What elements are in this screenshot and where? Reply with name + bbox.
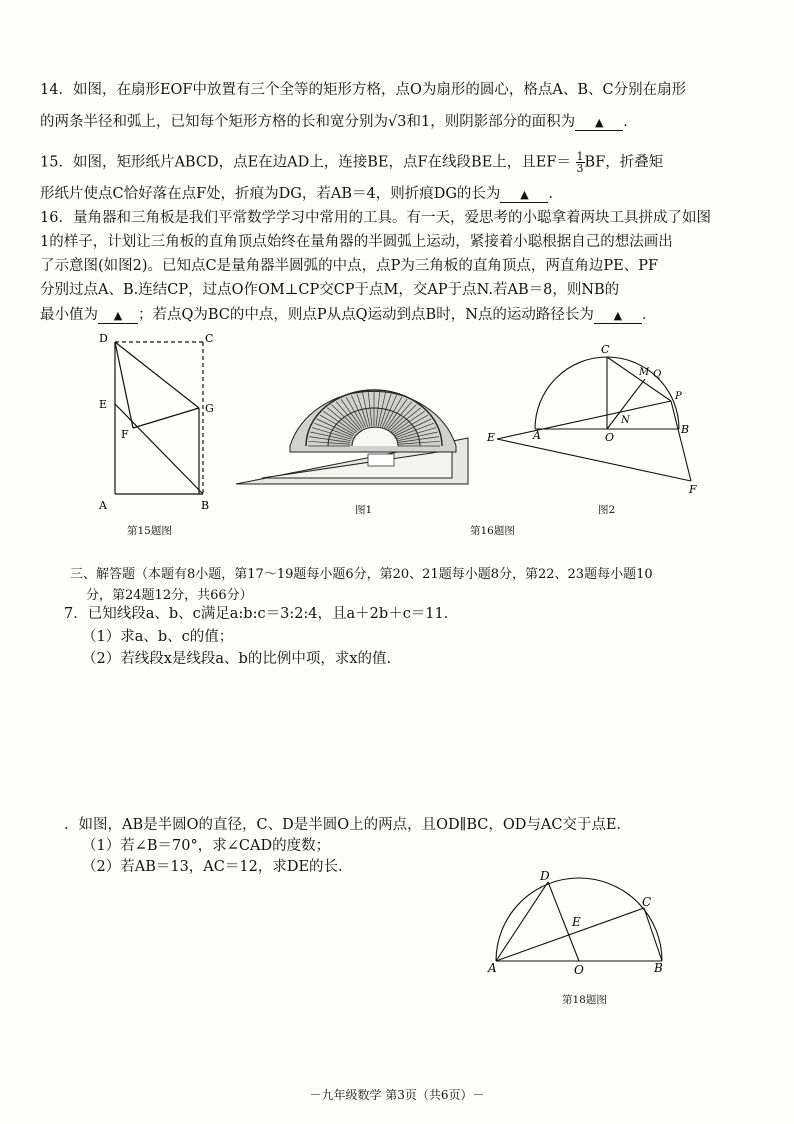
q15-line1a: 15．如图，矩形纸片ABCD，点E在边AD上，连接BE，点F在线段BE上，且EF＝ — [40, 154, 571, 171]
page-footer: －九年级数学 第3页（共6页）－ — [309, 1088, 485, 1102]
fig18-label-C: C — [642, 895, 652, 909]
answer-mark: ▲ — [594, 116, 604, 129]
q15-fraction — [576, 151, 585, 174]
fig15-label-D: D — [99, 332, 108, 345]
fig16-2-label-F: F — [689, 483, 697, 496]
fig16-2-label-N: N — [621, 415, 630, 426]
answer-mark: ▲ — [520, 188, 529, 201]
q16-line5a: 最小值为 — [40, 307, 98, 323]
fig18-label-O: O — [574, 963, 584, 976]
q14-line2-text: 的两条半径和弧上，已知每个矩形方格的长和宽分别为√3和1，则阴影部分的面积为 — [40, 114, 576, 130]
q16-line1: 16．量角器和三角板是我们平常数学学习中常用的工具。有一天，爱思考的小聪拿着两块工具拼成了如图 — [40, 210, 711, 226]
q16-line3: 了示意图(如图2)。已知点C是量角器半圆弧的中点，点P为三角板的直角顶点，两直角边PE、PF — [40, 258, 659, 274]
q18-stem: ．如图，AB是半圆O的直径，C、D是半圆O上的两点，且OD∥BC，OD与AC交于点E． — [64, 817, 632, 833]
figure-18 — [486, 866, 671, 976]
q14-end: ． — [623, 114, 638, 130]
q15-line2-text: 形纸片使点C恰好落在点F处，折痕为DG，若AB＝4，则折痕DG的长为 — [40, 186, 501, 202]
fig15-label-C: C — [205, 332, 214, 345]
fig15-label-F: F — [121, 428, 129, 441]
q16-line5b: ；若点Q为BC的中点，则点P从点Q运动到点B时，N点的运动路径长为 — [138, 307, 594, 323]
figure-16-2 — [485, 335, 710, 500]
fig18-label-B: B — [654, 961, 663, 975]
fig18-label-D: D — [540, 869, 550, 883]
q15-line2 — [40, 184, 563, 204]
q16-line5 — [40, 305, 656, 325]
fraction-denominator: 3 — [576, 162, 584, 175]
q14-line1: 14．如图，在扇形EOF中放置有三个全等的矩形方格，点O为扇形的圆心，格点A、B、C分别在扇形 — [40, 82, 687, 98]
fig15-label-A: A — [99, 499, 107, 512]
fig16-2-label-O: O — [605, 431, 615, 444]
fig16-2-label-P: P — [675, 391, 682, 402]
q16-line4: 分别过点A、B.连结CP，过点O作OM⊥CP交CP于点M，交AP于点N.若AB＝8，则NB的 — [40, 282, 620, 298]
fig16-caption: 第16题图 — [470, 525, 515, 537]
q15-line1b: BF，折叠矩 — [584, 154, 664, 171]
fig16-2-label-A: A — [533, 429, 541, 442]
q18-part2: （2）若AB＝13，AC＝12，求DE的长. — [82, 859, 343, 875]
fraction-numerator: 1 — [576, 150, 584, 163]
fig18-label-E: E — [572, 915, 581, 929]
q16-line2: 1的样子，计划让三角板的直角顶点始终在量角器的半圆弧上运动，紧接着小聪根据自己的想法画出 — [40, 234, 673, 250]
q15-end: ． — [548, 186, 563, 202]
answer-mark: ▲ — [113, 309, 123, 322]
fig16-1-caption: 图1 — [355, 504, 373, 516]
q15-line1 — [40, 151, 663, 174]
q15-answer-blank — [500, 188, 548, 203]
fig15-caption: 第15题图 — [127, 525, 172, 537]
q16-answer-blank-2 — [594, 309, 642, 324]
fig16-2-label-B: B — [681, 423, 690, 436]
fig16-2-label-C: C — [601, 343, 610, 356]
fig15-label-E: E — [99, 398, 108, 411]
fig16-2-label-Q: Q — [653, 369, 662, 380]
q18-part1: （1）若∠B＝70°，求∠CAD的度数； — [82, 838, 331, 854]
q17-part2: （2）若线段x是线段a、b的比例中项，求x的值. — [82, 651, 392, 667]
q17-stem: 7．已知线段a、b、c满足a:b:c＝3:2:4，且a＋2b＋c＝11． — [64, 606, 459, 622]
figure-16-1 — [232, 360, 472, 495]
answer-mark: ▲ — [613, 309, 623, 322]
fig18-label-A: A — [488, 961, 497, 975]
fig16-2-caption: 图2 — [598, 504, 616, 516]
fig15-label-G: G — [205, 402, 214, 415]
q16-answer-blank-1 — [98, 309, 138, 324]
figure-15 — [95, 328, 220, 518]
fig18-caption: 第18题图 — [562, 994, 607, 1006]
q14-answer-blank — [575, 116, 623, 131]
fig15-label-B: B — [201, 499, 210, 512]
q14-line2 — [40, 112, 638, 132]
section3-line2: 分，第24题12分，共66分） — [86, 588, 253, 603]
fig16-2-label-M: M — [639, 367, 650, 378]
section3-line1: 三、解答题（本题有8小题，第17～19题每小题6分，第20、21题每小题8分，第22、23题每小题10 — [70, 567, 653, 582]
fig16-2-label-E: E — [487, 431, 496, 444]
q16-end: ． — [641, 307, 657, 323]
q17-part1: （1）求a、b、c的值； — [82, 629, 234, 645]
